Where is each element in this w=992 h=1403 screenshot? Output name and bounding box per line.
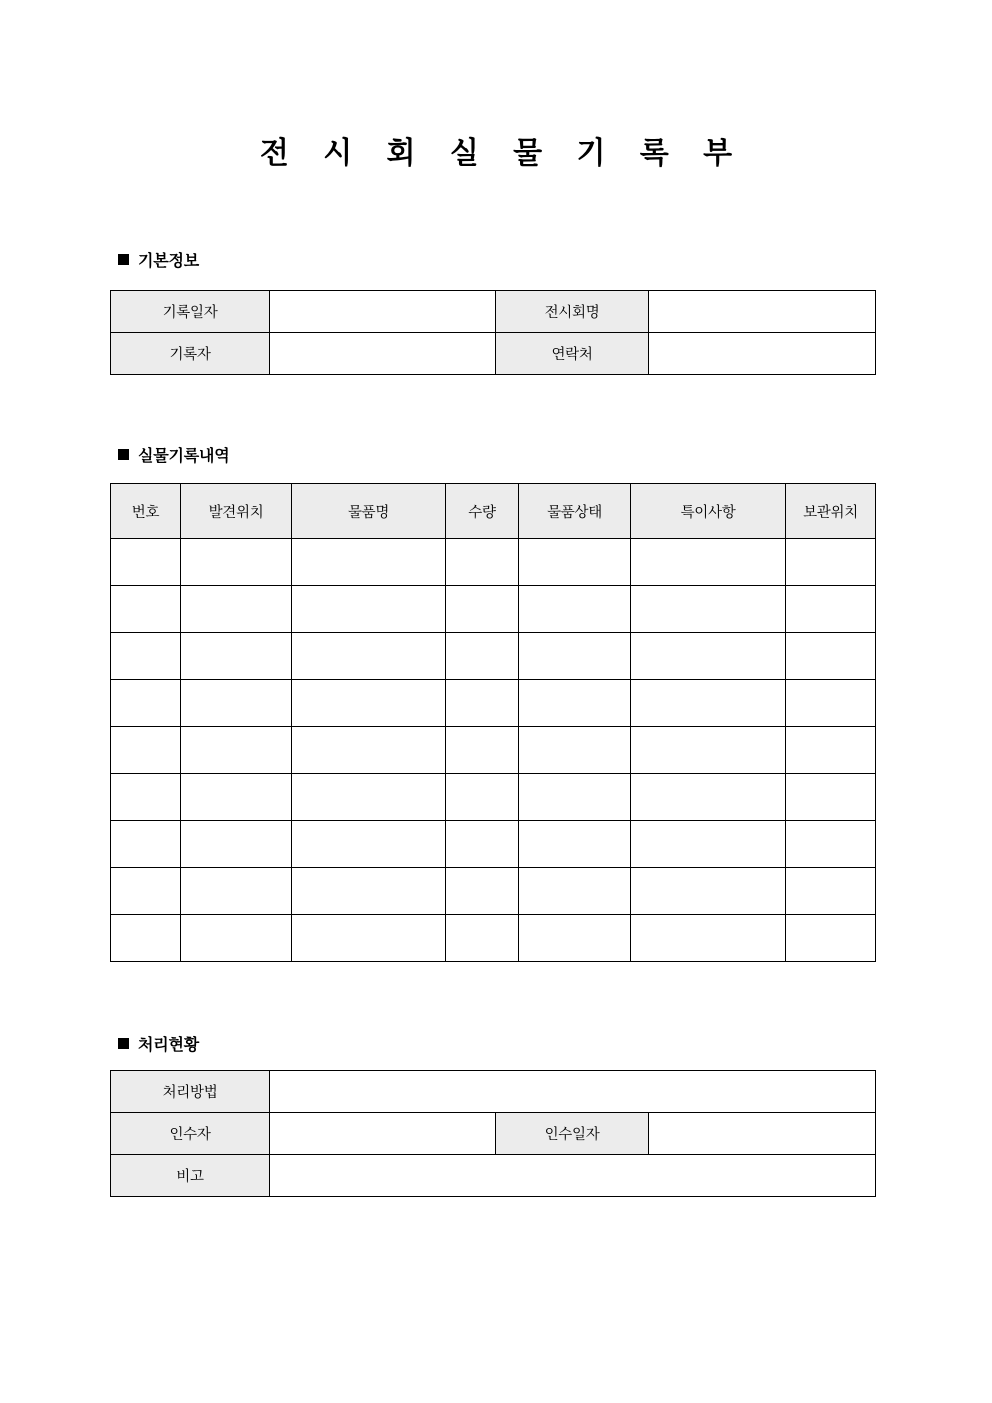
field-label-processing-method: 처리방법 xyxy=(111,1071,270,1113)
field-label-recorder: 기록자 xyxy=(111,333,270,375)
cell-storage-location[interactable] xyxy=(786,680,876,727)
cell-no[interactable] xyxy=(111,680,181,727)
cell-quantity[interactable] xyxy=(446,586,519,633)
cell-quantity[interactable] xyxy=(446,821,519,868)
cell-storage-location[interactable] xyxy=(786,774,876,821)
table-row xyxy=(111,291,876,333)
cell-remarks[interactable] xyxy=(631,633,786,680)
table-row xyxy=(111,868,876,915)
table-header-row xyxy=(111,484,876,539)
table-row xyxy=(111,774,876,821)
cell-item-name[interactable] xyxy=(292,774,446,821)
table-row xyxy=(111,539,876,586)
table-row xyxy=(111,915,876,962)
column-header-item-name: 물품명 xyxy=(292,484,446,539)
table-row xyxy=(111,633,876,680)
cell-item-state[interactable] xyxy=(519,915,631,962)
cell-quantity[interactable] xyxy=(446,868,519,915)
cell-remarks[interactable] xyxy=(631,539,786,586)
square-bullet-icon xyxy=(118,1038,129,1049)
cell-item-state[interactable] xyxy=(519,586,631,633)
cell-quantity[interactable] xyxy=(446,915,519,962)
cell-storage-location[interactable] xyxy=(786,586,876,633)
cell-item-name[interactable] xyxy=(292,633,446,680)
cell-item-state[interactable] xyxy=(519,774,631,821)
table-row xyxy=(111,727,876,774)
section-heading-item-records-label: 실물기록내역 xyxy=(138,448,230,465)
cell-found-location[interactable] xyxy=(181,539,292,586)
cell-item-state[interactable] xyxy=(519,680,631,727)
cell-storage-location[interactable] xyxy=(786,868,876,915)
field-label-receiver: 인수자 xyxy=(111,1113,270,1155)
cell-remarks[interactable] xyxy=(631,774,786,821)
table-row xyxy=(111,1113,876,1155)
cell-quantity[interactable] xyxy=(446,633,519,680)
cell-storage-location[interactable] xyxy=(786,915,876,962)
cell-storage-location[interactable] xyxy=(786,633,876,680)
cell-item-name[interactable] xyxy=(292,821,446,868)
processing-status-table xyxy=(110,1070,876,1197)
field-value-receiver[interactable] xyxy=(270,1113,496,1155)
square-bullet-icon xyxy=(118,449,129,460)
cell-no[interactable] xyxy=(111,774,181,821)
cell-no[interactable] xyxy=(111,633,181,680)
field-value-processing-method[interactable] xyxy=(270,1071,876,1113)
cell-item-state[interactable] xyxy=(519,633,631,680)
cell-item-name[interactable] xyxy=(292,915,446,962)
field-label-receive-date: 인수일자 xyxy=(496,1113,649,1155)
cell-storage-location[interactable] xyxy=(786,821,876,868)
item-records-body xyxy=(111,539,876,962)
cell-found-location[interactable] xyxy=(181,633,292,680)
page-title: 전 시 회 실 물 기 록 부 xyxy=(259,137,746,170)
cell-item-name[interactable] xyxy=(292,586,446,633)
cell-item-state[interactable] xyxy=(519,727,631,774)
column-header-storage-location: 보관위치 xyxy=(786,484,876,539)
cell-quantity[interactable] xyxy=(446,774,519,821)
cell-item-state[interactable] xyxy=(519,868,631,915)
field-label-exhibition-name: 전시회명 xyxy=(496,291,649,333)
cell-item-name[interactable] xyxy=(292,539,446,586)
cell-no[interactable] xyxy=(111,539,181,586)
cell-storage-location[interactable] xyxy=(786,727,876,774)
column-header-item-state: 물품상태 xyxy=(519,484,631,539)
section-heading-basic-info-label: 기본정보 xyxy=(138,253,200,270)
table-row xyxy=(111,333,876,375)
section-heading-basic-info xyxy=(118,252,199,272)
field-value-note[interactable] xyxy=(270,1155,876,1197)
cell-remarks[interactable] xyxy=(631,727,786,774)
column-header-remarks: 특이사항 xyxy=(631,484,786,539)
cell-found-location[interactable] xyxy=(181,821,292,868)
section-heading-item-records xyxy=(118,447,230,467)
field-value-contact[interactable] xyxy=(649,333,876,375)
cell-item-name[interactable] xyxy=(292,680,446,727)
cell-no[interactable] xyxy=(111,868,181,915)
cell-found-location[interactable] xyxy=(181,727,292,774)
cell-item-name[interactable] xyxy=(292,727,446,774)
field-label-record-date: 기록일자 xyxy=(111,291,270,333)
table-row xyxy=(111,680,876,727)
cell-found-location[interactable] xyxy=(181,915,292,962)
cell-no[interactable] xyxy=(111,586,181,633)
section-heading-processing-status xyxy=(118,1036,199,1056)
field-label-note: 비고 xyxy=(111,1155,270,1197)
field-value-record-date[interactable] xyxy=(270,291,496,333)
cell-no[interactable] xyxy=(111,915,181,962)
field-value-receive-date[interactable] xyxy=(649,1113,876,1155)
field-value-exhibition-name[interactable] xyxy=(649,291,876,333)
section-heading-processing-status-label: 처리현황 xyxy=(138,1037,200,1054)
field-value-recorder[interactable] xyxy=(270,333,496,375)
column-header-quantity: 수량 xyxy=(446,484,519,539)
cell-remarks[interactable] xyxy=(631,915,786,962)
column-header-found-location: 발견위치 xyxy=(181,484,292,539)
cell-quantity[interactable] xyxy=(446,727,519,774)
cell-remarks[interactable] xyxy=(631,680,786,727)
cell-found-location[interactable] xyxy=(181,868,292,915)
cell-item-state[interactable] xyxy=(519,539,631,586)
cell-quantity[interactable] xyxy=(446,680,519,727)
table-row xyxy=(111,586,876,633)
cell-remarks[interactable] xyxy=(631,586,786,633)
cell-found-location[interactable] xyxy=(181,774,292,821)
square-bullet-icon xyxy=(118,254,129,265)
table-row xyxy=(111,1071,876,1113)
cell-no[interactable] xyxy=(111,727,181,774)
table-row xyxy=(111,1155,876,1197)
cell-remarks[interactable] xyxy=(631,821,786,868)
cell-item-state[interactable] xyxy=(519,821,631,868)
cell-storage-location[interactable] xyxy=(786,539,876,586)
column-header-no: 번호 xyxy=(111,484,181,539)
cell-found-location[interactable] xyxy=(181,680,292,727)
item-records-table xyxy=(110,483,876,962)
cell-quantity[interactable] xyxy=(446,539,519,586)
cell-no[interactable] xyxy=(111,821,181,868)
table-row xyxy=(111,821,876,868)
cell-found-location[interactable] xyxy=(181,586,292,633)
cell-remarks[interactable] xyxy=(631,868,786,915)
cell-item-name[interactable] xyxy=(292,868,446,915)
basic-info-table xyxy=(110,290,876,375)
field-label-contact: 연락처 xyxy=(496,333,649,375)
